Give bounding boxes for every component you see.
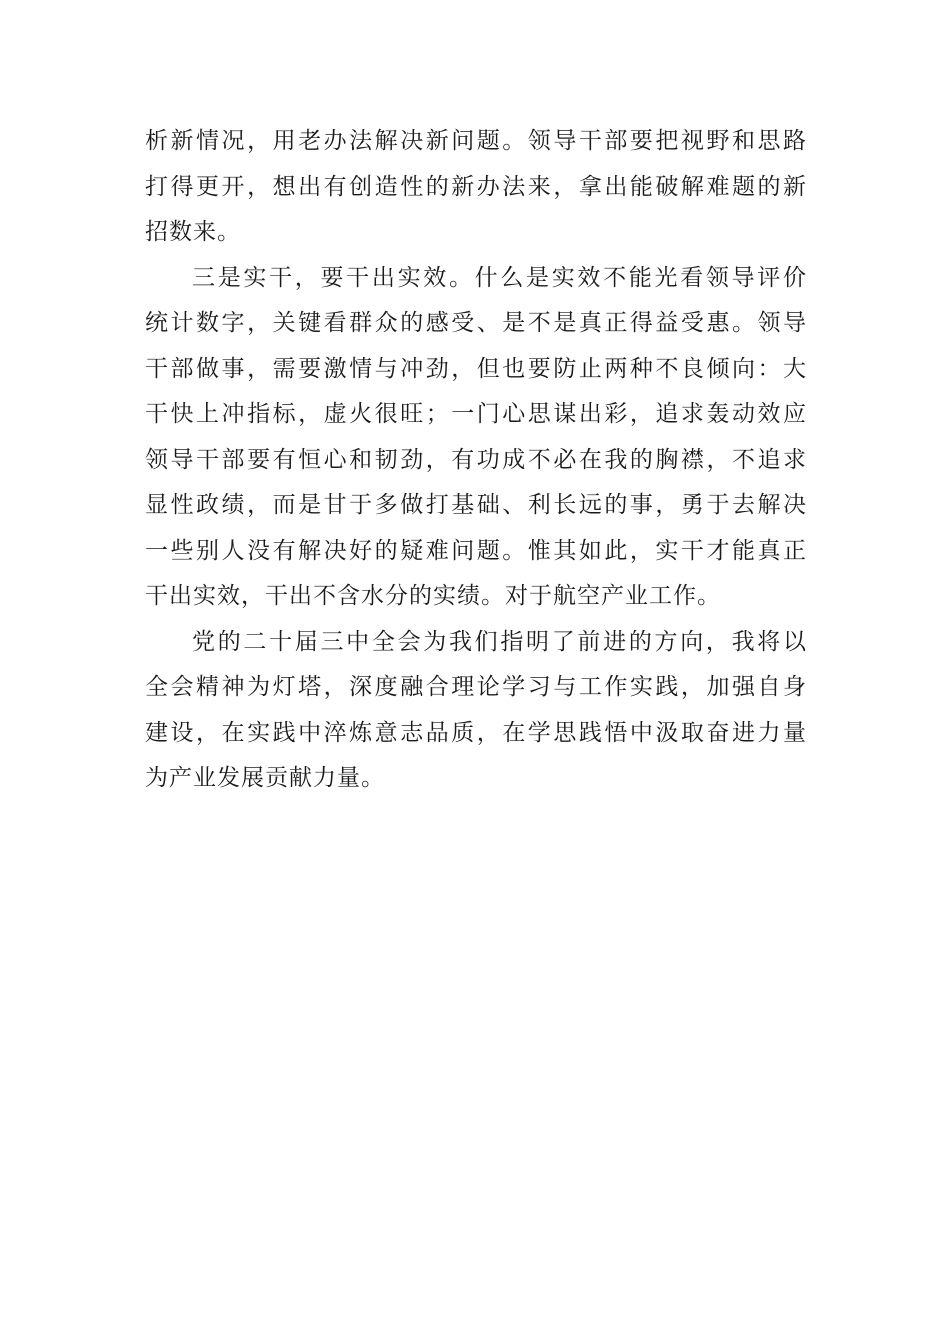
text-line: 全会精神为灯塔，深度融合理论学习与工作实践，加强自身 — [145, 674, 807, 700]
body-text — [145, 119, 807, 802]
text-line: 建设，在实践中淬炼意志品质，在学思践悟中汲取奋进力量 — [145, 719, 807, 746]
text-line: 领导干部要有恒心和韧劲，有功成不必在我的胸襟，不追求 — [145, 446, 807, 473]
paragraph-start-line: 党的二十届三中全会为我们指明了前进的方向，我将以 — [192, 628, 807, 655]
text-line: 显性政绩，而是甘于多做打基础、利长远的事，勇于去解决 — [145, 492, 807, 518]
paragraph-start-line: 三是实干，要干出实效。什么是实效不能光看领导评价 — [192, 264, 807, 291]
text-line: 干出实效，干出不含水分的实绩。对于航空产业工作。 — [145, 583, 721, 609]
text-line: 统计数字，关键看群众的感受、是不是真正得益受惠。领导 — [145, 310, 807, 336]
text-line: 为产业发展贡献力量。 — [145, 765, 385, 791]
text-line: 干部做事，需要激情与冲劲，但也要防止两种不良倾向：大 — [145, 355, 807, 382]
text-line: 一些别人没有解决好的疑难问题。惟其如此，实干才能真正 — [145, 537, 807, 564]
text-line: 招数来。 — [145, 219, 241, 245]
text-line: 析新情况，用老办法解决新问题。领导干部要把视野和思路 — [145, 128, 807, 154]
text-line: 打得更开，想出有创造性的新办法来，拿出能破解难题的新 — [145, 173, 807, 200]
text-line: 干快上冲指标，虚火很旺；一门心思谋出彩，追求轰动效应 — [145, 401, 807, 427]
